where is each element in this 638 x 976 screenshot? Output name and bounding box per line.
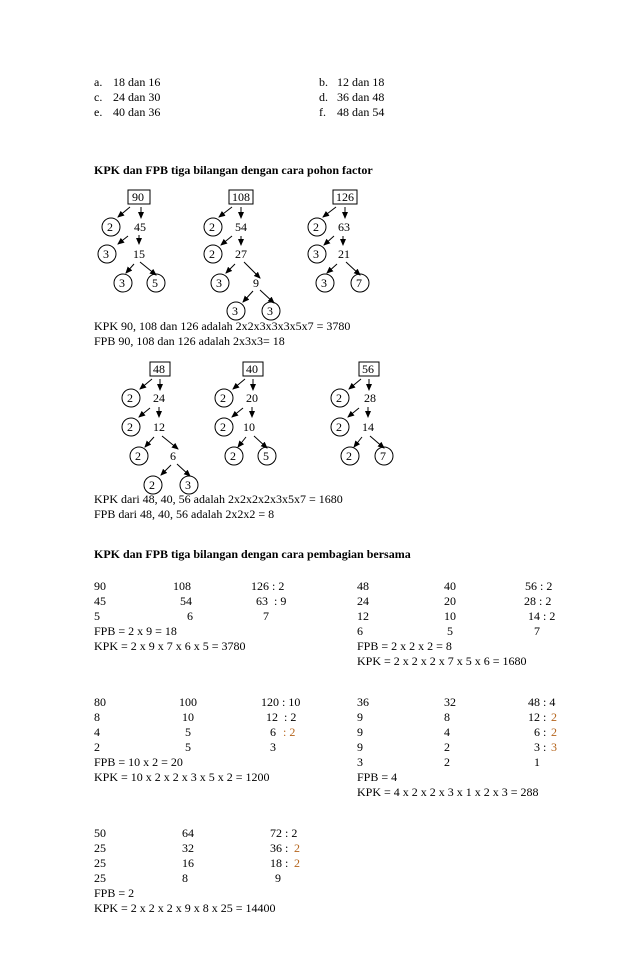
cell: 3 :: [534, 740, 550, 754]
cell: 9: [357, 740, 363, 754]
cell: 36 :: [270, 841, 292, 855]
cell: 32: [444, 695, 456, 709]
tree-40-leaf: 5: [263, 449, 269, 463]
tree-108-value: 9: [253, 276, 259, 290]
tree-48-factor: 2: [127, 420, 133, 434]
cell: 64: [182, 826, 194, 840]
cell: 2: [94, 740, 100, 754]
cell: 8: [182, 871, 188, 885]
kpk-result-1: KPK 90, 108 dan 126 adalah 2x2x3x3x3x5x7 = 3780: [94, 319, 351, 333]
cell-divisor: 2: [551, 710, 557, 724]
cell: 12 :: [528, 710, 550, 724]
tree-108-leaf: 3: [216, 276, 222, 290]
cell: 108: [173, 579, 191, 593]
cell: 25: [94, 841, 106, 855]
cell-divisor: 2: [294, 841, 300, 855]
tree-90-factor: 2: [107, 220, 113, 234]
cell: 2: [444, 755, 450, 769]
cell: 25: [94, 871, 106, 885]
kpk-line: KPK = 4 x 2 x 2 x 3 x 1 x 2 x 3 = 288: [357, 785, 539, 799]
cell: 3: [270, 740, 276, 754]
cell: 36: [357, 695, 369, 709]
option-d-label: d.: [319, 90, 328, 104]
cell: 4: [94, 725, 100, 739]
cell: 1: [534, 755, 540, 769]
fpb-line: FPB = 2: [94, 886, 135, 900]
cell: 7: [534, 624, 540, 638]
cell: 48: [357, 579, 369, 593]
tree-126-leaf: 3: [321, 276, 327, 290]
cell: 48 : 4: [528, 695, 556, 709]
tree-108-factor: 2: [209, 247, 215, 261]
cell: 56 : 2: [525, 579, 553, 593]
tree-126-value: 63: [338, 220, 350, 234]
kpk-line: KPK = 2 x 9 x 7 x 6 x 5 = 3780: [94, 639, 246, 653]
option-c-label: c.: [94, 90, 103, 104]
tree-90-value: 45: [134, 220, 146, 234]
tree-40-factor: 2: [220, 420, 226, 434]
kpk-line: KPK = 2 x 2 x 2 x 7 x 5 x 6 = 1680: [357, 654, 527, 668]
cell: 16: [182, 856, 194, 870]
tree-48-leaf: 2: [149, 478, 155, 492]
cell: 63 : 9: [256, 594, 287, 608]
tree-56-value: 28: [364, 391, 376, 405]
cell: 32: [182, 841, 194, 855]
cell: 126 : 2: [251, 579, 285, 593]
cell: 8: [94, 710, 100, 724]
cell: 6 :: [534, 725, 550, 739]
cell: 14 : 2: [528, 609, 556, 623]
tree-126-leaf: 7: [356, 276, 362, 290]
tree-108-leaf: 3: [267, 304, 273, 318]
cell-divisor: 2: [294, 856, 300, 870]
cell: 8: [444, 710, 450, 724]
fpb-line: FPB = 10 x 2 = 20: [94, 755, 183, 769]
cell: 90: [94, 579, 106, 593]
cell-divisor: 3: [551, 740, 557, 754]
tree-126-factor: 3: [313, 247, 319, 261]
cell: 9: [357, 710, 363, 724]
option-e-label: e.: [94, 105, 103, 119]
cell: 6: [270, 725, 282, 739]
cell: 12 : 2: [266, 710, 297, 724]
kpk-line: KPK = 10 x 2 x 2 x 3 x 5 x 2 = 1200: [94, 770, 270, 784]
cell: 10: [182, 710, 194, 724]
option-f-text: 48 dan 54: [337, 105, 385, 119]
tree-48-value: 24: [153, 391, 165, 405]
fpb-result-2: FPB dari 48, 40, 56 adalah 2x2x2 = 8: [94, 507, 275, 521]
option-e-text: 40 dan 36: [113, 105, 161, 119]
option-a-label: a.: [94, 75, 103, 89]
cell: 3: [357, 755, 363, 769]
tree-56-factor: 2: [336, 391, 342, 405]
tree-90-leaf: 3: [119, 276, 125, 290]
fpb-result-1: FPB 90, 108 dan 126 adalah 2x3x3= 18: [94, 334, 285, 348]
tree-108-factor: 2: [209, 220, 215, 234]
cell: 4: [444, 725, 450, 739]
kpk-line: KPK = 2 x 2 x 2 x 9 x 8 x 25 = 14400: [94, 901, 276, 915]
tree-48-value: 12: [153, 420, 165, 434]
tree-126-factor: 2: [313, 220, 319, 234]
tree-108-root: 108: [232, 190, 250, 204]
tree-126-value: 21: [338, 247, 350, 261]
option-b-label: b.: [319, 75, 328, 89]
cell: 18 :: [270, 856, 292, 870]
cell: 5: [94, 609, 100, 623]
section1-heading: KPK dan FPB tiga bilangan dengan cara pohon factor: [94, 163, 373, 177]
cell: 12: [357, 609, 369, 623]
cell: 9: [275, 871, 281, 885]
tree-56-leaf: 7: [380, 449, 386, 463]
cell: 72 : 2: [270, 826, 298, 840]
cell: 7: [263, 609, 269, 623]
tree-56-root: 56: [362, 362, 374, 376]
tree-48-root: 48: [153, 362, 165, 376]
tree-48-factor: 2: [127, 391, 133, 405]
option-a-text: 18 dan 16: [113, 75, 161, 89]
cell: 5: [185, 725, 191, 739]
cell: 6: [357, 624, 363, 638]
option-d-text: 36 dan 48: [337, 90, 385, 104]
cell: 80: [94, 695, 106, 709]
tree-90-leaf: 5: [152, 276, 158, 290]
cell-divisor: : 2: [283, 725, 296, 739]
option-b-text: 12 dan 18: [337, 75, 385, 89]
cell: 45: [94, 594, 106, 608]
tree-56-leaf: 2: [346, 449, 352, 463]
fpb-line: FPB = 2 x 2 x 2 = 8: [357, 639, 452, 653]
tree-56-factor: 2: [336, 420, 342, 434]
cell: 100: [179, 695, 197, 709]
cell: 9: [357, 725, 363, 739]
tree-40-value: 20: [246, 391, 258, 405]
tree-56-value: 14: [362, 420, 374, 434]
fpb-line: FPB = 4: [357, 770, 398, 784]
cell: 10: [444, 609, 456, 623]
cell: 25: [94, 856, 106, 870]
tree-108-value: 27: [235, 247, 247, 261]
option-c-text: 24 dan 30: [113, 90, 161, 104]
cell: 24: [357, 594, 369, 608]
cell: 54: [180, 594, 192, 608]
cell: 5: [447, 624, 453, 638]
cell: 120 : 10: [261, 695, 301, 709]
tree-40-root: 40: [246, 362, 258, 376]
tree-40-value: 10: [243, 420, 255, 434]
cell: 6: [187, 609, 193, 623]
cell: 40: [444, 579, 456, 593]
tree-126-root: 126: [336, 190, 354, 204]
fpb-line: FPB = 2 x 9 = 18: [94, 624, 177, 638]
option-f-label: f.: [319, 105, 326, 119]
cell: 5: [185, 740, 191, 754]
tree-90-factor: 3: [103, 247, 109, 261]
cell: 28 : 2: [524, 594, 552, 608]
cell: 2: [444, 740, 450, 754]
tree-90-value: 15: [133, 247, 145, 261]
tree-48-leaf: 3: [185, 478, 191, 492]
tree-90-root: 90: [132, 190, 144, 204]
tree-40-leaf: 2: [230, 449, 236, 463]
tree-108-leaf: 3: [232, 304, 238, 318]
cell: 50: [94, 826, 106, 840]
tree-40-factor: 2: [220, 391, 226, 405]
tree-48-value: 6: [170, 449, 176, 463]
cell: 20: [444, 594, 456, 608]
tree-108-value: 54: [235, 220, 247, 234]
section2-heading: KPK dan FPB tiga bilangan dengan cara pembagian bersama: [94, 547, 411, 561]
tree-48-factor: 2: [135, 449, 141, 463]
cell-divisor: 2: [551, 725, 557, 739]
kpk-result-2: KPK dari 48, 40, 56 adalah 2x2x2x2x3x5x7 = 1680: [94, 492, 343, 506]
